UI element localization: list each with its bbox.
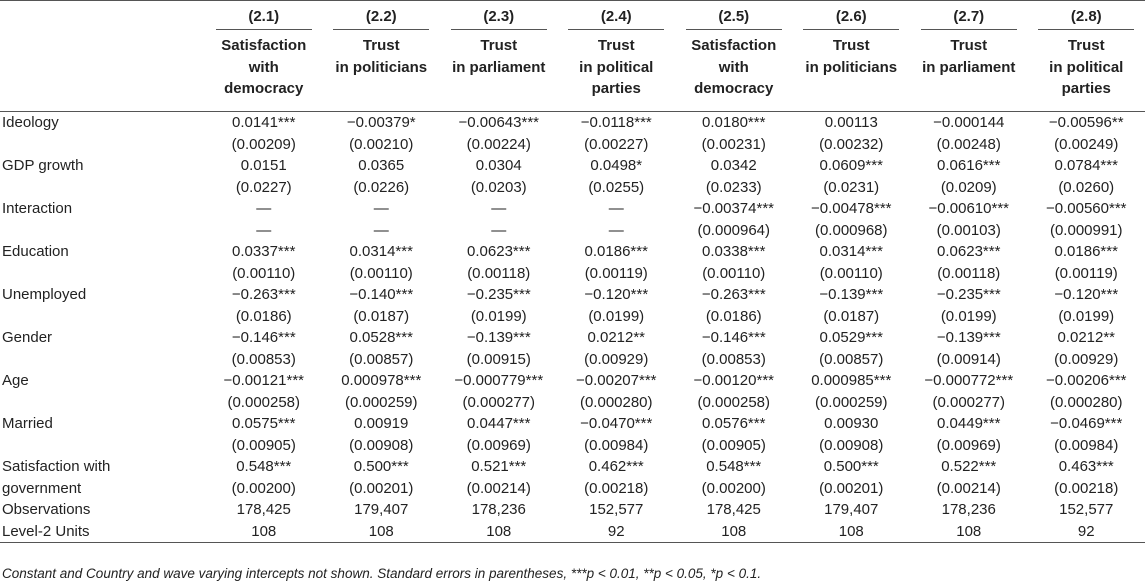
coefficient-cell: −0.00643***: [458, 114, 539, 131]
variable-label: Satisfaction with: [2, 458, 111, 475]
variable-label-continued: [0, 177, 205, 199]
standard-error-row: [0, 306, 1145, 328]
coefficient-cell: 0.548***: [236, 458, 292, 475]
standard-error-cell: (0.00201): [819, 479, 884, 497]
coefficient-cell: 0.00113: [824, 114, 878, 131]
statistic-cell: 178,236: [471, 501, 526, 518]
coefficient-row: [0, 456, 1145, 478]
standard-error-cell: —: [373, 221, 389, 239]
standard-error-cell: (0.00218): [584, 479, 649, 497]
standard-error-cell: (0.0199): [1058, 307, 1115, 325]
statistic-cell: 108: [793, 521, 911, 543]
coefficient-cell: —: [256, 200, 272, 217]
variable-label-continued: [0, 435, 205, 457]
coefficient-cell: −0.140***: [349, 286, 414, 303]
standard-error-cell: (0.000259): [344, 393, 418, 411]
coefficient-cell: 0.500***: [823, 458, 879, 475]
coefficient-cell: 0.0623***: [937, 243, 1001, 260]
standard-error-cell: (0.00231): [701, 135, 766, 153]
standard-error-cell: (0.00214): [936, 479, 1001, 497]
standard-error-cell: (0.00209): [231, 135, 296, 153]
dependent-variable-cell: [440, 31, 558, 112]
coefficient-cell: −0.120***: [584, 286, 649, 303]
dependent-variable-line: in political: [1049, 58, 1124, 76]
coefficient-cell: −0.00121***: [223, 372, 304, 389]
column-number-cell: [793, 7, 911, 31]
coefficient-cell: 0.522***: [941, 458, 997, 475]
standard-error-cell: (0.000258): [227, 393, 301, 411]
statistic-label: Observations: [2, 501, 91, 518]
column-number: (2.6): [803, 8, 899, 30]
dependent-variable-cell: [205, 31, 323, 112]
dependent-variable-line: Trust: [480, 37, 518, 54]
dependent-variable-cell: [323, 31, 441, 112]
dependent-variable-line: parties: [1061, 80, 1111, 97]
dependent-variable-line: Satisfaction: [691, 37, 777, 54]
coefficient-cell: 0.0141***: [232, 114, 296, 131]
coefficient-row: [0, 241, 1145, 263]
standard-error-cell: (0.00969): [466, 436, 531, 454]
standard-error-cell: (0.0209): [940, 178, 997, 196]
variable-label: GDP growth: [2, 157, 84, 174]
standard-error-cell: (0.00984): [1054, 436, 1119, 454]
statistic-cell: 178,425: [236, 501, 291, 518]
coefficient-cell: 0.0575***: [232, 415, 296, 432]
variable-label-continued: [0, 392, 205, 414]
statistics-row: [0, 499, 1145, 521]
statistic-cell: 108: [910, 521, 1028, 543]
coefficient-cell: 0.0528***: [349, 329, 413, 346]
coefficient-cell: 0.0449***: [937, 415, 1001, 432]
coefficient-cell: −0.139***: [466, 329, 531, 346]
coefficient-cell: 0.463***: [1058, 458, 1114, 475]
statistic-cell: 178,236: [941, 501, 996, 518]
standard-error-cell: (0.00119): [584, 264, 648, 282]
coefficient-cell: −0.00120***: [693, 372, 774, 389]
coefficient-cell: −0.235***: [466, 286, 531, 303]
standard-error-cell: (0.000991): [1049, 221, 1123, 239]
coefficient-cell: −0.263***: [701, 286, 766, 303]
variable-label-continued: [0, 349, 205, 371]
coefficient-cell: −0.00560***: [1046, 200, 1127, 217]
standard-error-cell: (0.000964): [697, 221, 771, 239]
coefficient-cell: 0.548***: [706, 458, 762, 475]
coefficient-cell: 0.0576***: [702, 415, 766, 432]
table-header: [0, 1, 1145, 112]
standard-error-cell: (0.00227): [584, 135, 649, 153]
coefficient-cell: 0.0314***: [819, 243, 883, 260]
coefficient-cell: 0.500***: [353, 458, 409, 475]
coefficient-cell: 0.0186***: [1054, 243, 1118, 260]
standard-error-cell: (0.0255): [588, 178, 645, 196]
standard-error-cell: (0.0227): [235, 178, 292, 196]
column-number-cell: [323, 7, 441, 31]
dependent-variable-line: in parliament: [452, 58, 546, 76]
standard-error-cell: (0.0226): [353, 178, 410, 196]
coefficient-cell: −0.000772***: [924, 372, 1014, 389]
standard-error-cell: —: [256, 221, 272, 239]
coefficient-cell: −0.139***: [936, 329, 1001, 346]
column-number: (2.5): [686, 8, 782, 30]
dependent-variable-line: with: [718, 58, 749, 76]
standard-error-cell: (0.000280): [1049, 393, 1123, 411]
coefficient-cell: −0.000779***: [454, 372, 544, 389]
variable-label-continued: government: [2, 479, 82, 497]
coefficient-cell: −0.263***: [231, 286, 296, 303]
column-number: (2.3): [451, 8, 547, 30]
standard-error-row: [0, 435, 1145, 457]
statistic-cell: 108: [675, 521, 793, 543]
standard-error-row: [0, 392, 1145, 414]
standard-error-cell: (0.0231): [823, 178, 880, 196]
coefficient-cell: 0.0529***: [819, 329, 883, 346]
coefficient-cell: −0.139***: [819, 286, 884, 303]
standard-error-cell: (0.000258): [697, 393, 771, 411]
statistic-cell: 178,425: [706, 501, 761, 518]
standard-error-cell: (0.00905): [231, 436, 296, 454]
coefficient-cell: 0.0180***: [702, 114, 766, 131]
statistic-cell: 92: [1028, 521, 1145, 543]
coefficient-cell: 0.462***: [588, 458, 644, 475]
standard-error-cell: (0.000259): [814, 393, 888, 411]
standard-error-cell: (0.00110): [349, 264, 413, 282]
dependent-variable-line: in political: [579, 58, 654, 76]
standard-error-cell: (0.00200): [701, 479, 766, 497]
variable-label: Interaction: [2, 200, 73, 217]
standard-error-cell: (0.0199): [470, 307, 527, 325]
coefficient-cell: −0.0118***: [580, 114, 652, 131]
dependent-variable-line: Satisfaction: [221, 37, 307, 54]
coefficient-cell: 0.0498*: [590, 157, 643, 174]
standard-error-cell: (0.0186): [235, 307, 292, 325]
coefficient-cell: 0.000978***: [341, 372, 422, 389]
variable-label: Age: [2, 372, 29, 389]
coefficient-row: [0, 327, 1145, 349]
statistic-cell: 108: [440, 521, 558, 543]
coefficient-cell: −0.00596**: [1048, 114, 1124, 131]
column-number: (2.2): [333, 8, 429, 30]
statistic-cell: 108: [205, 521, 323, 543]
dependent-variable-line: Trust: [1067, 37, 1105, 54]
coefficient-cell: −0.146***: [231, 329, 296, 346]
dependent-variable-line: Trust: [832, 37, 870, 54]
standard-error-cell: (0.00905): [701, 436, 766, 454]
standard-error-cell: (0.000277): [462, 393, 536, 411]
standard-error-cell: (0.00224): [466, 135, 531, 153]
dependent-variable-line: democracy: [694, 80, 774, 97]
coefficient-cell: 0.0186***: [584, 243, 648, 260]
coefficient-cell: −0.000144: [933, 114, 1005, 131]
coefficient-cell: 0.0212**: [587, 329, 646, 346]
standard-error-cell: (0.0260): [1058, 178, 1115, 196]
coefficient-cell: −0.0470***: [580, 415, 653, 432]
coefficient-cell: −0.00379*: [346, 114, 416, 131]
standard-error-row: [0, 478, 1145, 500]
standard-error-cell: (0.00908): [349, 436, 414, 454]
dependent-variable-line: parties: [591, 80, 641, 97]
dependent-variable-line: in parliament: [922, 58, 1016, 76]
coefficient-cell: 0.0151: [240, 157, 287, 174]
standard-error-cell: (0.00232): [819, 135, 884, 153]
statistics-row: [0, 521, 1145, 543]
coefficient-row: [0, 413, 1145, 435]
coefficient-cell: 0.521***: [471, 458, 527, 475]
statistic-cell: 108: [323, 521, 441, 543]
standard-error-cell: (0.00200): [231, 479, 296, 497]
standard-error-row: [0, 220, 1145, 242]
statistic-cell: 179,407: [354, 501, 409, 518]
coefficient-row: [0, 370, 1145, 392]
coefficient-row: [0, 284, 1145, 306]
dependent-variable-cell: [558, 31, 676, 112]
standard-error-cell: (0.00249): [1054, 135, 1119, 153]
dependent-variable-line: Trust: [950, 37, 988, 54]
column-number: (2.8): [1038, 8, 1134, 30]
standard-error-cell: (0.0187): [353, 307, 410, 325]
standard-error-row: [0, 349, 1145, 371]
standard-error-cell: (0.00857): [349, 350, 414, 368]
standard-error-cell: (0.00110): [702, 264, 766, 282]
column-number: (2.1): [216, 8, 312, 30]
standard-error-cell: (0.00248): [936, 135, 1001, 153]
coefficient-cell: 0.0342: [710, 157, 757, 174]
standard-error-cell: (0.0199): [940, 307, 997, 325]
standard-error-cell: (0.00110): [232, 264, 296, 282]
standard-error-cell: (0.00214): [466, 479, 531, 497]
coefficient-row: [0, 112, 1145, 134]
standard-error-cell: (0.00218): [1054, 479, 1119, 497]
statistic-cell: 152,577: [1059, 501, 1114, 518]
standard-error-cell: (0.00857): [819, 350, 884, 368]
standard-error-cell: (0.0203): [470, 178, 527, 196]
standard-error-cell: (0.0186): [705, 307, 762, 325]
standard-error-cell: (0.00118): [467, 264, 531, 282]
coefficient-cell: 0.0314***: [349, 243, 413, 260]
column-number-cell: [910, 7, 1028, 31]
standard-error-cell: (0.00929): [1054, 350, 1119, 368]
standard-error-cell: —: [608, 221, 624, 239]
coefficient-cell: −0.00206***: [1046, 372, 1127, 389]
standard-error-cell: (0.00908): [819, 436, 884, 454]
variable-label: Gender: [2, 329, 53, 346]
coefficient-cell: 0.00919: [354, 415, 409, 432]
dependent-variable-line: in politicians: [335, 58, 428, 76]
coefficient-cell: −0.00610***: [928, 200, 1009, 217]
standard-error-cell: (0.00969): [936, 436, 1001, 454]
column-number-cell: [558, 7, 676, 31]
column-number-row: [0, 7, 1145, 31]
coefficient-cell: 0.0784***: [1054, 157, 1118, 174]
coefficient-cell: −0.0469***: [1050, 415, 1123, 432]
dependent-variable-line: Trust: [597, 37, 635, 54]
dependent-variable-cell: [910, 31, 1028, 112]
dependent-variable-line: Trust: [362, 37, 400, 54]
coefficient-cell: −0.00374***: [693, 200, 774, 217]
dependent-variable-line: democracy: [224, 80, 304, 97]
table-footnote: Constant and Country and wave varying intercepts not shown. Standard errors in parentheses, ***p < 0.01, **p < 0.05, *p < 0.1.: [2, 566, 762, 581]
dependent-variable-line: in politicians: [805, 58, 898, 76]
standard-error-cell: —: [491, 221, 507, 239]
coefficient-cell: 0.0365: [358, 157, 405, 174]
standard-error-cell: (0.00853): [701, 350, 766, 368]
standard-error-row: [0, 177, 1145, 199]
dependent-variable-cell: [793, 31, 911, 112]
table-body: [0, 112, 1145, 543]
coefficient-cell: 0.000985***: [811, 372, 892, 389]
standard-error-cell: (0.0187): [823, 307, 880, 325]
standard-error-cell: (0.000968): [814, 221, 888, 239]
variable-label: Ideology: [2, 114, 59, 131]
coefficient-cell: 0.0616***: [937, 157, 1001, 174]
coefficient-cell: 0.0304: [475, 157, 522, 174]
variable-label: Education: [2, 243, 69, 260]
variable-label-continued: [0, 263, 205, 285]
coefficient-cell: —: [491, 200, 507, 217]
standard-error-cell: (0.00853): [231, 350, 296, 368]
variable-label-continued: [0, 134, 205, 156]
variable-label: Married: [2, 415, 53, 432]
standard-error-row: [0, 134, 1145, 156]
coefficient-cell: 0.0338***: [702, 243, 766, 260]
coefficient-cell: 0.0447***: [467, 415, 531, 432]
coefficient-cell: −0.120***: [1054, 286, 1119, 303]
statistic-cell: 179,407: [824, 501, 879, 518]
coefficient-cell: 0.00930: [824, 415, 879, 432]
standard-error-cell: (0.00984): [584, 436, 649, 454]
standard-error-cell: (0.00119): [1054, 264, 1118, 282]
standard-error-cell: (0.00210): [349, 135, 414, 153]
coefficient-row: [0, 155, 1145, 177]
coefficient-cell: 0.0623***: [467, 243, 531, 260]
coefficient-cell: −0.00207***: [576, 372, 657, 389]
variable-label: Unemployed: [2, 286, 87, 303]
variable-label-continued: [0, 306, 205, 328]
coefficient-cell: 0.0337***: [232, 243, 296, 260]
coefficient-row: [0, 198, 1145, 220]
standard-error-cell: (0.00110): [819, 264, 883, 282]
dependent-variable-line: with: [248, 58, 279, 76]
statistic-cell: 92: [558, 521, 676, 543]
statistic-cell: 152,577: [589, 501, 644, 518]
standard-error-cell: (0.00118): [937, 264, 1001, 282]
dependent-variable-cell: [675, 31, 793, 112]
statistic-label: Level-2 Units: [0, 521, 205, 543]
coefficient-cell: −0.00478***: [811, 200, 892, 217]
column-number-cell: [440, 7, 558, 31]
coefficient-cell: 0.0609***: [819, 157, 883, 174]
standard-error-cell: (0.00929): [584, 350, 649, 368]
standard-error-cell: (0.00914): [936, 350, 1001, 368]
coefficient-cell: 0.0212**: [1057, 329, 1116, 346]
standard-error-cell: (0.00103): [936, 221, 1001, 239]
column-number: (2.4): [568, 8, 664, 30]
standard-error-cell: (0.000277): [932, 393, 1006, 411]
coefficient-cell: —: [373, 200, 389, 217]
column-number-cell: [675, 7, 793, 31]
dependent-variable-row: [0, 31, 1145, 112]
standard-error-cell: (0.000280): [579, 393, 653, 411]
column-number: (2.7): [921, 8, 1017, 30]
dependent-variable-cell: [1028, 31, 1145, 112]
column-number-cell: [1028, 7, 1145, 31]
coefficient-cell: —: [608, 200, 624, 217]
standard-error-cell: (0.00915): [466, 350, 531, 368]
variable-label-continued: [0, 220, 205, 242]
standard-error-row: [0, 263, 1145, 285]
standard-error-cell: (0.0199): [588, 307, 645, 325]
standard-error-cell: (0.0233): [705, 178, 762, 196]
coefficient-cell: −0.235***: [936, 286, 1001, 303]
coefficient-cell: −0.146***: [701, 329, 766, 346]
standard-error-cell: (0.00201): [349, 479, 414, 497]
column-number-cell: [205, 7, 323, 31]
